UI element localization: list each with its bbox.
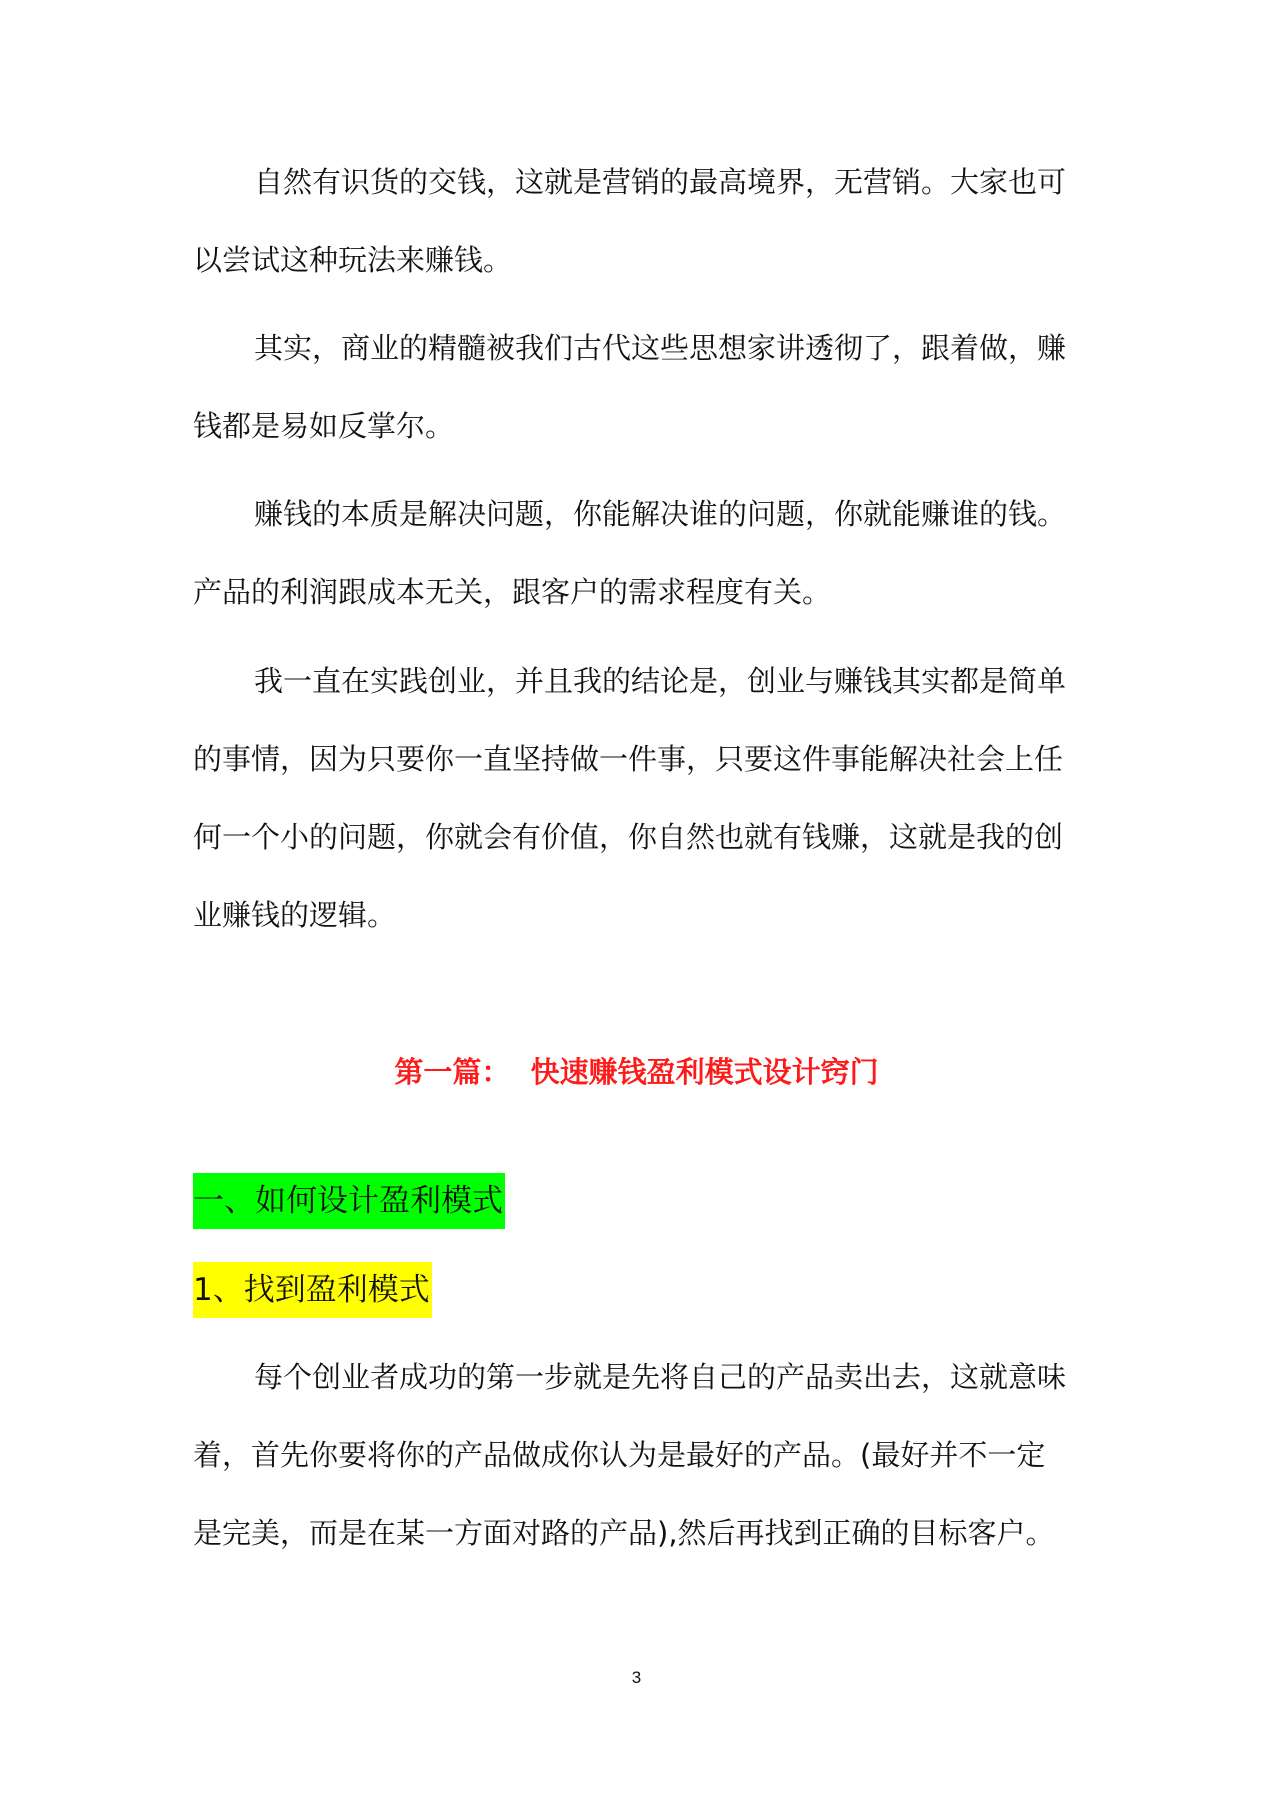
page-number: 3 (631, 1668, 642, 1687)
paragraph-line: 的事情，因为只要你一直坚持做一件事，只要这件事能解决社会上任 (193, 742, 1064, 776)
paragraph-line: 何一个小的问题，你就会有价值，你自然也就有钱赚，这就是我的创 (193, 820, 1064, 854)
chapter-label: 第一篇： (394, 1055, 511, 1089)
subsection-heading: 1、找到盈利模式 (193, 1262, 432, 1318)
paragraph-line: 每个创业者成功的第一步就是先将自己的产品卖出去，这就意味 (254, 1360, 1067, 1394)
paragraph-line: 着，首先你要将你的产品做成你认为是最好的产品。(最好并不一定 (193, 1438, 1046, 1472)
paragraph-line: 业赚钱的逻辑。 (193, 898, 397, 932)
paragraph-line: 钱都是易如反掌尔。 (193, 409, 455, 443)
paragraph-line: 赚钱的本质是解决问题，你能解决谁的问题，你就能赚谁的钱。 (254, 497, 1067, 531)
section-heading: 一、如何设计盈利模式 (193, 1173, 505, 1229)
paragraph-line: 产品的利润跟成本无关，跟客户的需求程度有关。 (193, 575, 832, 609)
chapter-name: 快速赚钱盈利模式设计窍门 (530, 1055, 879, 1089)
chapter-title (0, 1051, 1273, 1093)
paragraph-line: 我一直在实践创业，并且我的结论是，创业与赚钱其实都是简单 (254, 664, 1067, 698)
paragraph-line: 是完美，而是在某一方面对路的产品),然后再找到正确的目标客户。 (193, 1516, 1055, 1550)
paragraph-line: 自然有识货的交钱，这就是营销的最高境界，无营销。大家也可 (254, 165, 1067, 199)
paragraph-line: 其实，商业的精髓被我们古代这些思想家讲透彻了，跟着做，赚 (254, 331, 1067, 365)
paragraph-line: 以尝试这种玩法来赚钱。 (193, 243, 513, 277)
